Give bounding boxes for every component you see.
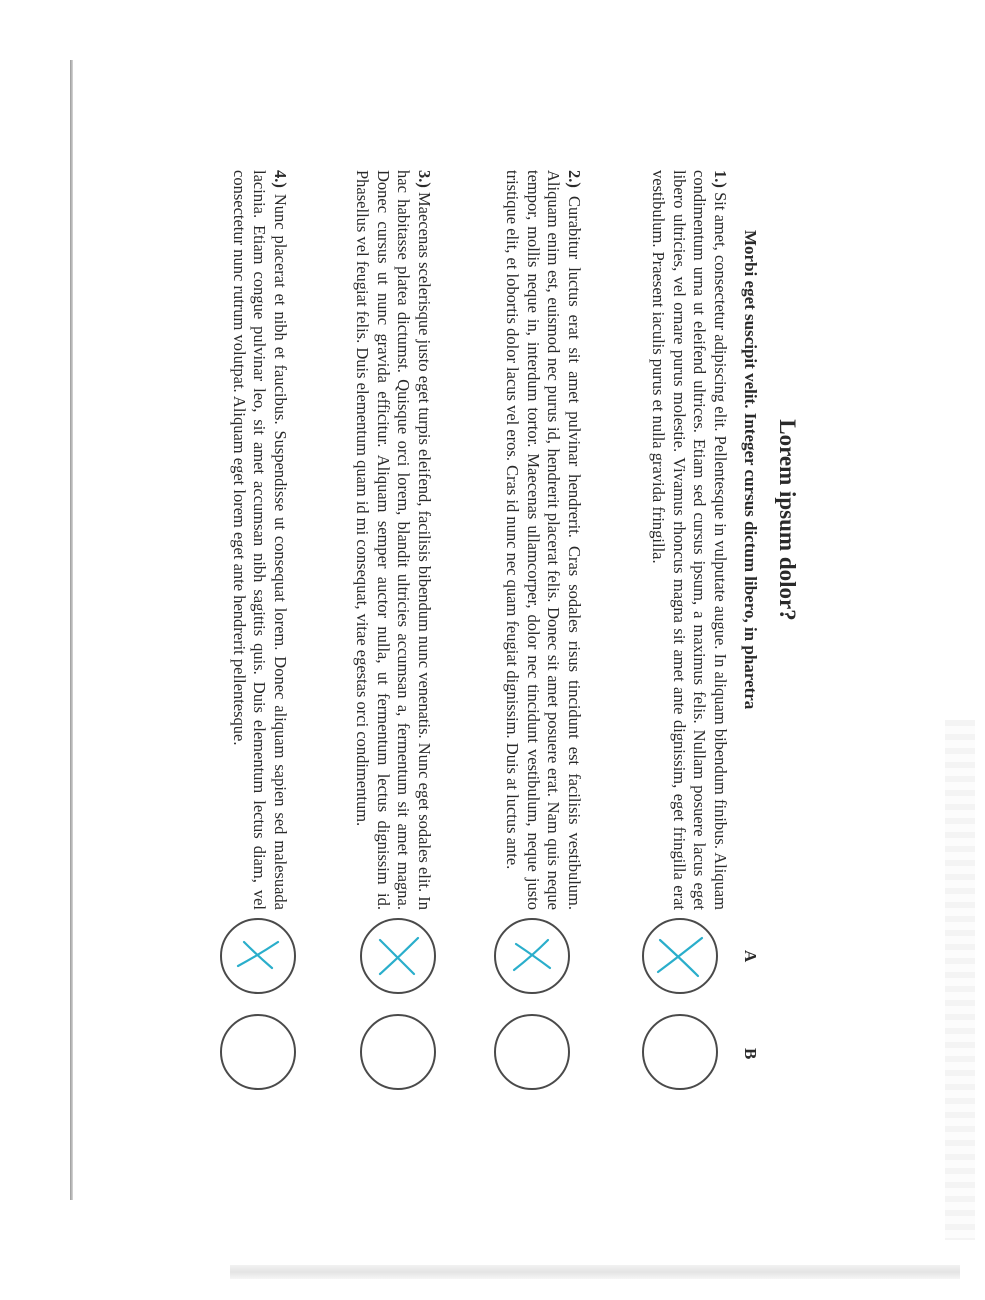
page-subtitle: Morbi eget suscipit velit. Integer cursus dictum libero, in pharetra — [741, 230, 760, 710]
question-3 — [352, 170, 434, 910]
option-b-circle-q2[interactable] — [494, 1014, 570, 1090]
option-b-circle-q1[interactable] — [642, 1014, 718, 1090]
question-number: 1.) — [711, 170, 730, 188]
answer-sheet — [120, 170, 800, 1270]
question-number: 3.) — [415, 170, 434, 188]
question-2 — [502, 170, 584, 910]
option-a-circle-q2[interactable] — [494, 918, 570, 994]
x-mark-icon — [496, 920, 568, 992]
page-title: Lorem ipsum dolor? — [775, 419, 800, 621]
question-text: Curabitur luctus erat sit amet pulvinar hendrerit. Cras sodales risus tincidunt est facilisis vestibulum. Aliquam enim est, euismod nec purus id, hendrerit placerat felis. Donec sit amet posuere erat. Nam quis neque tempor, mollis neque in, interdum tortor. Maecenas ullamcorper, dolor nec tincidunt vestibulum, neque justo tristique elit, et lobortis dolor lacus vel eros. Cras id nunc nec quam feugiat dignissim. Duis at luctus ante. — [503, 170, 584, 911]
option-a-circle-q4[interactable] — [220, 918, 296, 994]
scan-page-edge — [70, 60, 73, 1200]
question-text: Maecenas scelerisque justo eget turpis eleifend, facilisis bibendum nunc venenatis. Nunc eget sodales elit. In hac habitasse platea dictumst. Quisque orci lorem, blandit ultricies accumsan a, fermentum sit amet magna. Donec cursus ut nunc gravida efficitur. Aliquam semper auctor nulla, ut fermentum lectus dignissim id. Phasellus vel feugiat felis. Duis elementum quam id mi consequat, vitae egestas orci condimentum. — [353, 170, 434, 911]
option-b-circle-q4[interactable] — [220, 1014, 296, 1090]
question-text: Sit amet, consectetur adipiscing elit. Pellentesque in vulputate augue. In aliquam bibendum finibus. Aliquam condimentum urna ut eleifend ultrices. Etiam sed cursus ipsum, a maximus felis. Nullam posuere lacus eget libero ultricies, vel ornare purus molestie. Vivamus rhoncus magna sit amet ante dignissim, eget fringilla erat vestibulum. Praesent iaculis purus et nulla gravida fringilla. — [649, 170, 730, 910]
column-header-a: A — [741, 950, 760, 963]
column-header-b: B — [741, 1048, 760, 1060]
scan-smudge-right — [945, 720, 975, 1240]
x-mark-icon — [362, 920, 434, 992]
x-mark-icon — [222, 920, 294, 992]
question-4 — [229, 170, 291, 910]
question-number: 4.) — [271, 170, 290, 188]
question-1 — [648, 170, 730, 910]
question-text: Nunc placerat et nibh et faucibus. Suspendisse ut consequat lorem. Donec aliquam sapien sed malesuada lacinia. Etiam congue pulvinar leo, sit amet accumsan nibh sagittis quis. Duis elementum lectus diam, vel consectetur nunc rutrum volutpat. Aliquam eget lorem eget ante hendrerit pellentesque. — [230, 170, 290, 910]
x-mark-icon — [644, 920, 716, 992]
option-a-circle-q3[interactable] — [360, 918, 436, 994]
option-b-circle-q3[interactable] — [360, 1014, 436, 1090]
option-a-circle-q1[interactable] — [642, 918, 718, 994]
question-number: 2.) — [565, 170, 584, 188]
